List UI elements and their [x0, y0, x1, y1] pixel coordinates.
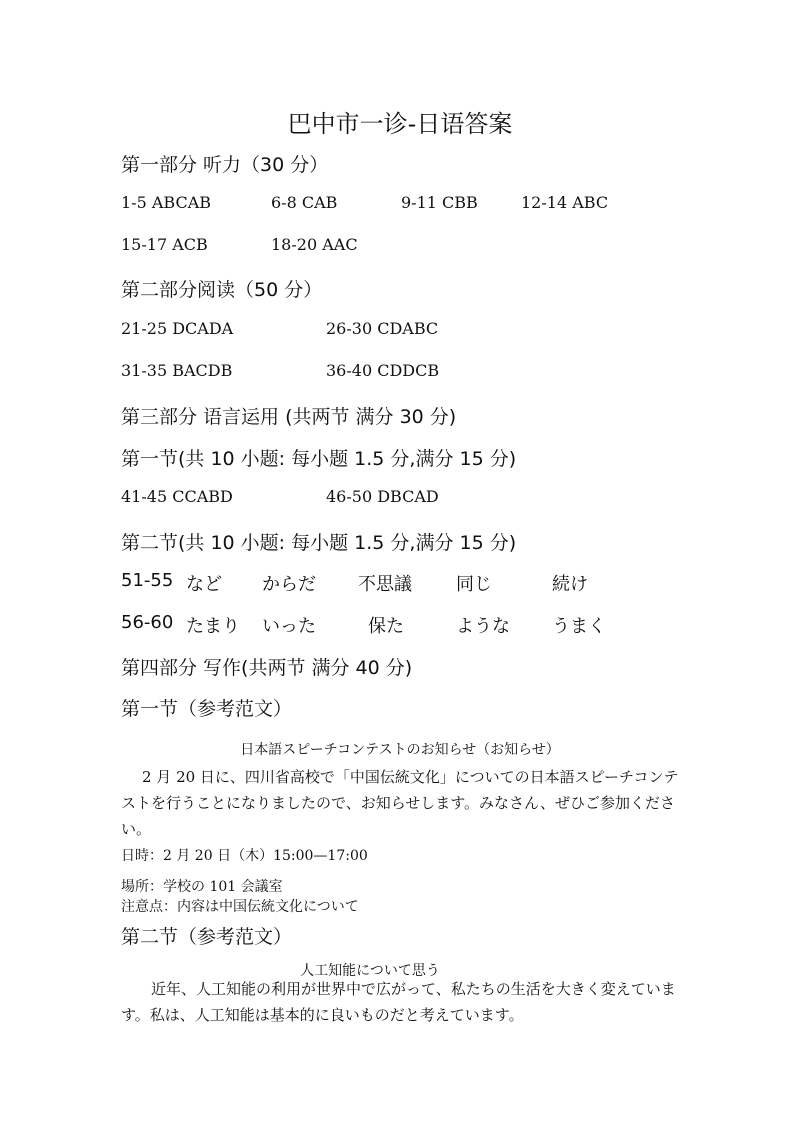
answer-group: 15-17 ACB: [121, 235, 208, 254]
part3-section2-heading: 第二节(共 10 小题: 每小题 1.5 分,满分 15 分): [121, 532, 517, 554]
answer-group: 46-50 DBCAD: [326, 487, 439, 506]
answer-word: 続け: [552, 574, 588, 595]
answer-group: 9-11 CBB: [401, 193, 478, 212]
answer-group: 6-8 CAB: [271, 193, 338, 212]
answer-word: 不思議: [358, 574, 412, 595]
part3-heading: 第三部分 语言运用 (共两节 满分 30 分): [121, 406, 457, 428]
answer-word: たまり: [186, 616, 240, 637]
part3-section1-heading: 第一节(共 10 小题: 每小题 1.5 分,满分 15 分): [121, 448, 517, 470]
answer-word: など: [186, 574, 222, 595]
answer-group: 41-45 CCABD: [121, 487, 233, 506]
answer-word: 保た: [368, 616, 404, 637]
essay1-title: 日本語スピーチコンテストのお知らせ（お知らせ）: [240, 742, 560, 758]
answer-group: 1-5 ABCAB: [121, 193, 212, 212]
answer-word: うまく: [552, 616, 606, 637]
part4-heading: 第四部分 写作(共两节 满分 40 分): [121, 657, 413, 679]
answer-group: 21-25 DCADA: [121, 319, 234, 338]
essay2-paragraph: 近年、人工知能の利用が世界中で広がって、私たちの生活を大きく変えています。私は、人工知能は基本的に良いものだと考えています。: [121, 980, 676, 1024]
part4-section1-heading: 第一节（参考范文）: [121, 698, 293, 720]
essay1-note-line: 注意点：内容は中国伝統文化について: [121, 899, 359, 915]
essay1-place-line: 場所：学校の 101 会議室: [121, 879, 283, 895]
part1-heading: 第一部分 听力（30 分）: [121, 154, 329, 176]
answer-word: ような: [456, 616, 510, 637]
answer-group: 26-30 CDABC: [326, 319, 439, 338]
part2-heading: 第二部分阅读（50 分）: [121, 279, 323, 301]
answer-group: 18-20 AAC: [271, 235, 358, 254]
essay1-date-line: 日時：2 月 20 日（木）15:00—17:00: [121, 848, 368, 864]
answer-word: 同じ: [456, 574, 492, 595]
answer-group: 12-14 ABC: [521, 193, 609, 212]
answer-group: 36-40 CDDCB: [326, 361, 440, 380]
part4-section2-heading: 第二节（参考范文）: [121, 926, 293, 948]
page-title: 巴中市一诊-日语答案: [287, 110, 513, 138]
essay2-title: 人工知能について思う: [300, 963, 440, 979]
essay1-paragraph: 2 月 20 日に、四川省高校で「中国伝統文化」についての日本語スピーチコンテストを行うことになりましたので、お知らせします。みなさん、ぜひご参加ください。: [121, 768, 679, 838]
answer-word: からだ: [262, 574, 316, 595]
answer-range: 51-55: [121, 570, 174, 591]
answer-word: いった: [262, 616, 316, 637]
answer-group: 31-35 BACDB: [121, 361, 233, 380]
answer-range: 56-60: [121, 612, 174, 633]
